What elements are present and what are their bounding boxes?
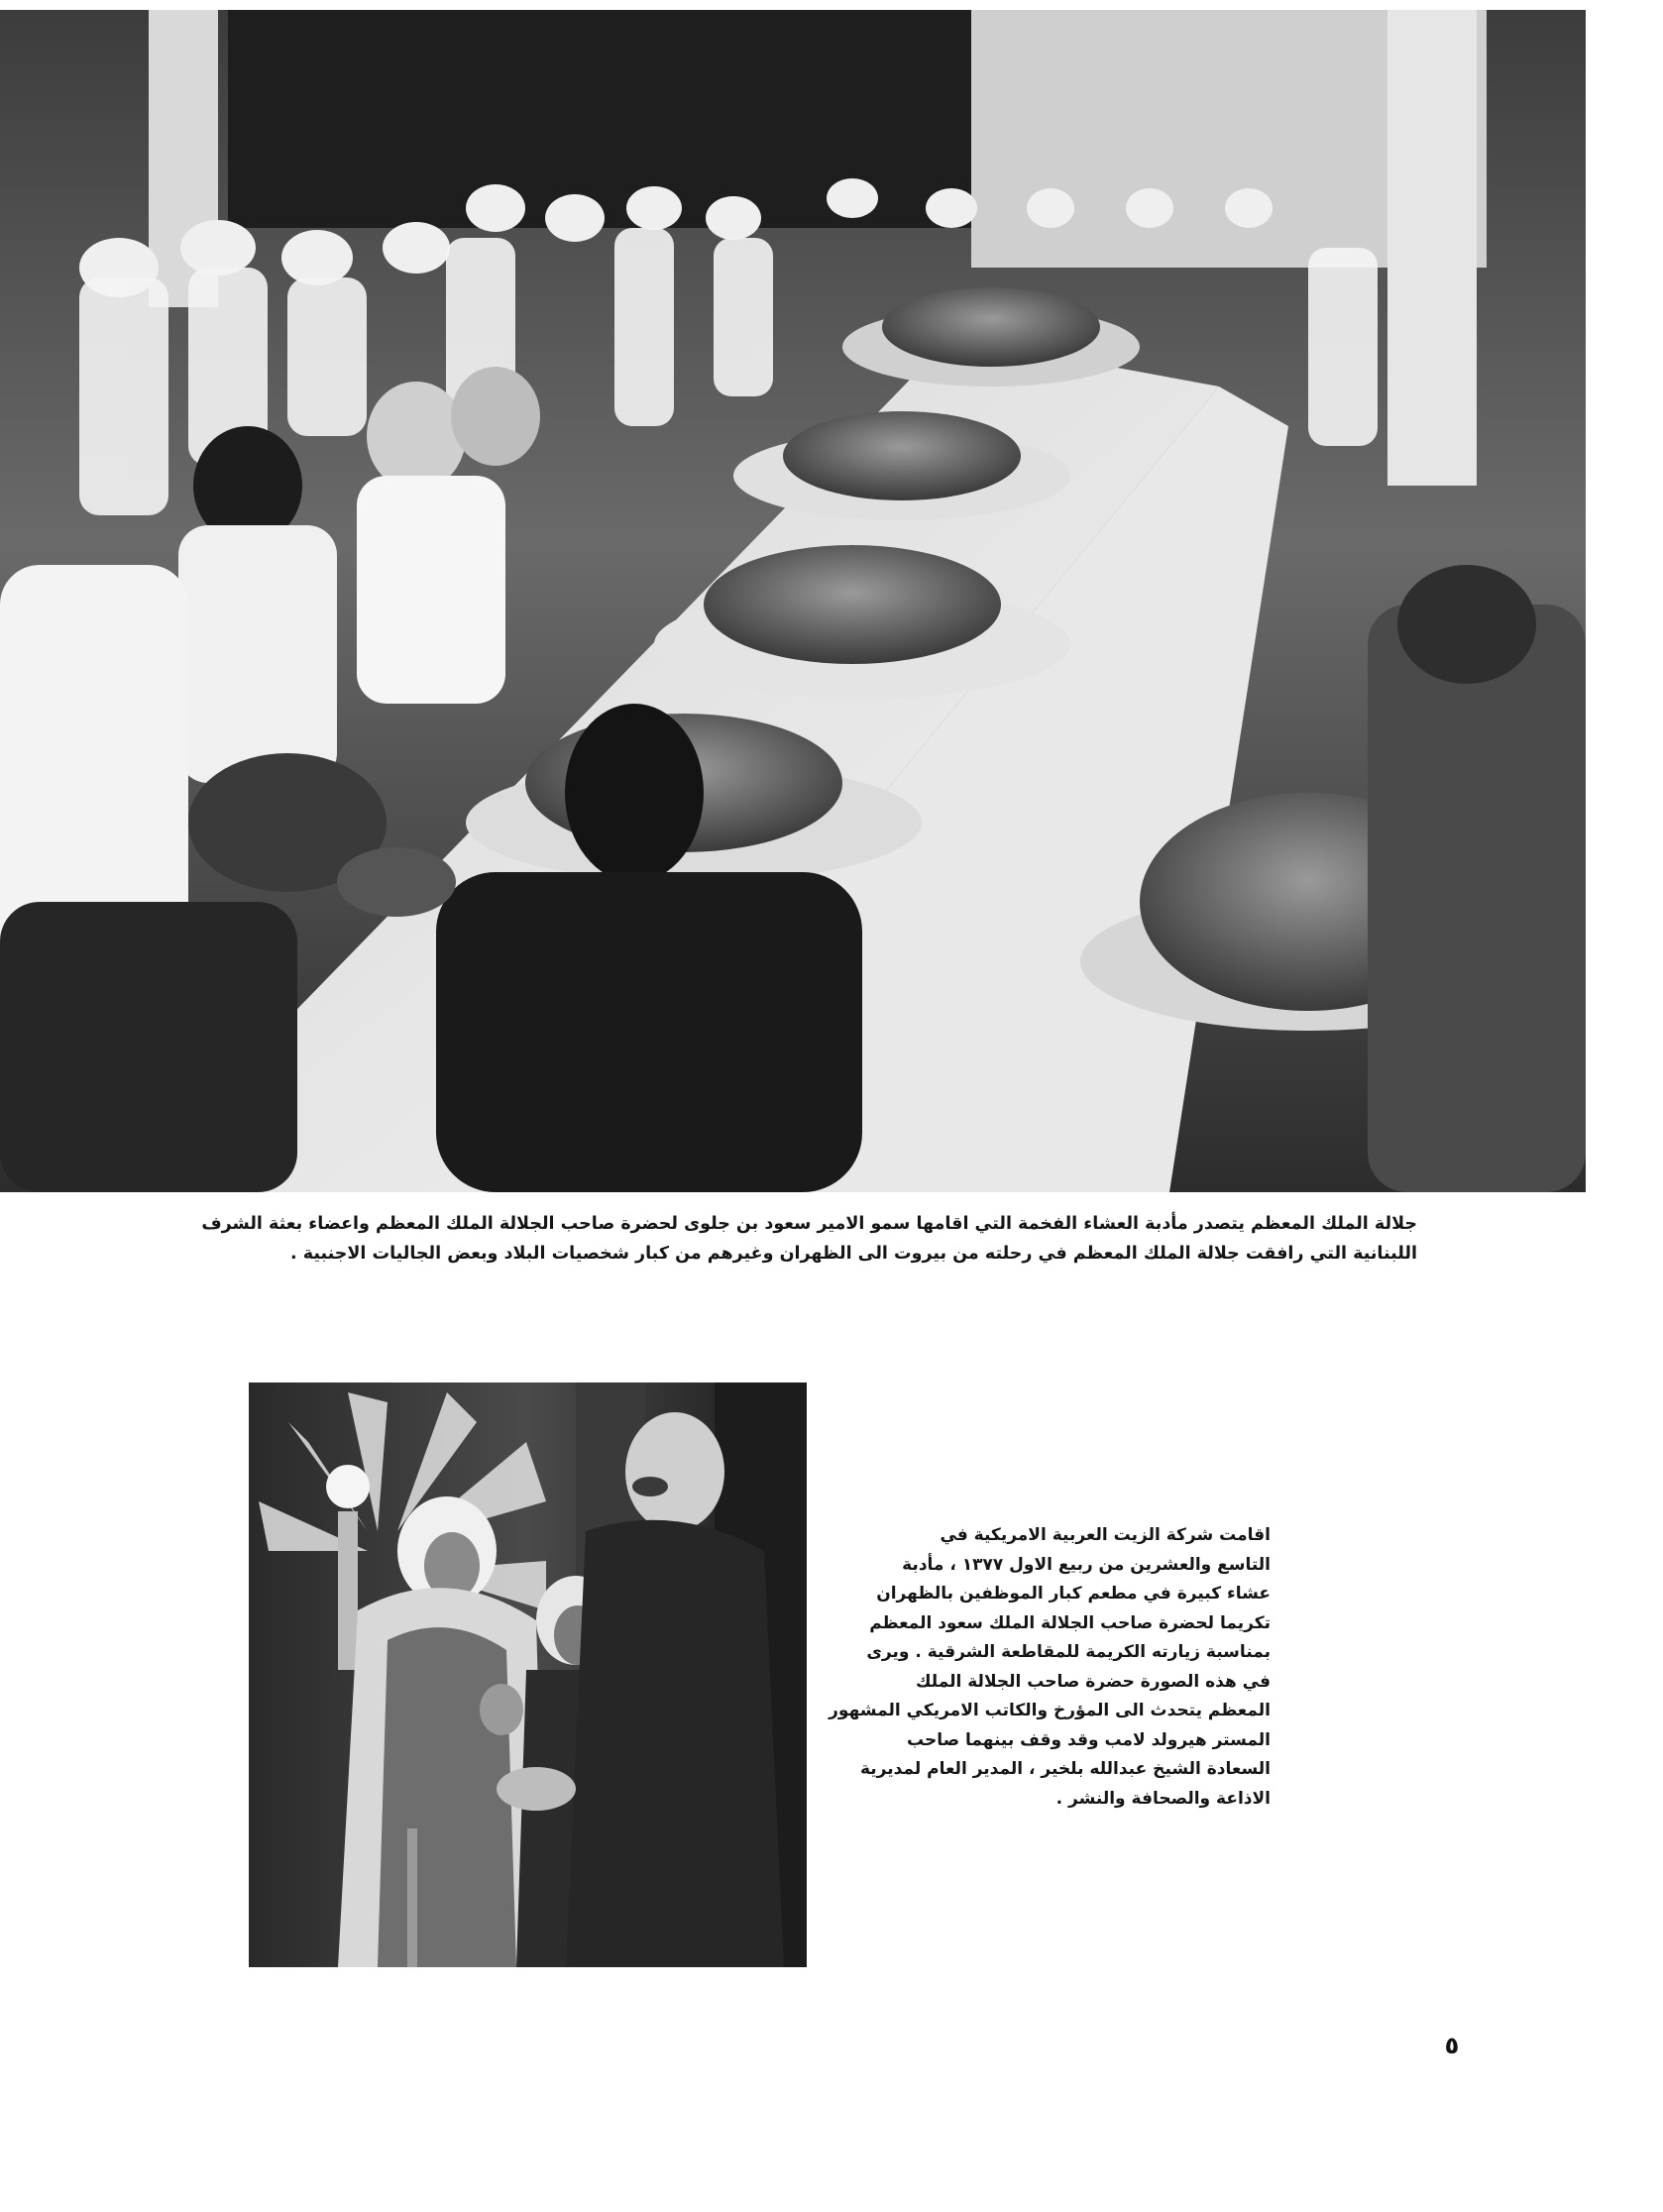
side-caption-line: تكريما لحضرة صاحب الجلالة الملك سعود المعظم: [869, 1612, 1271, 1633]
banquet-photo: [0, 10, 1586, 1192]
side-caption-line: الاذاعة والصحافة والنشر .: [1055, 1788, 1271, 1809]
side-caption-line: السعادة الشيخ عبدالله بلخير ، المدير العام لمديرية: [859, 1759, 1271, 1779]
main-caption-line: اللبنانية التي رافقت جلالة الملك المعظم في رحلته من بيروت الى الظهران وغيرهم من كبار شخصيات البلاد وبعض الجاليات الاجنبية .: [289, 1244, 1417, 1264]
side-photo-caption: [829, 1521, 1271, 1814]
side-caption-line: التاسع والعشرين من ربيع الاول ١٣٧٧ ، مأدبة: [902, 1554, 1271, 1575]
main-photo-caption: [168, 1209, 1417, 1269]
side-caption-line: بمناسبة زيارته الكريمة للمقاطعة الشرقية . ويرى: [866, 1642, 1271, 1662]
page-number: ٥: [1444, 2032, 1460, 2059]
side-caption-line: المعظم يتحدث الى المؤرخ والكاتب الامريكي المشهور: [829, 1701, 1271, 1720]
side-caption-line: عشاء كبيرة في مطعم كبار الموظفين بالظهران: [876, 1584, 1271, 1604]
main-caption-line: جلالة الملك المعظم يتصدر مأدبة العشاء الفخمة التي اقامها سمو الامير سعود بن جلوى لحضرة صاحب الجلالة الملك المعظم واعضاء بعثة الشرف: [201, 1214, 1417, 1234]
side-caption-line: اقامت شركة الزيت العربية الامريكية في: [940, 1525, 1271, 1545]
side-caption-line: في هذه الصورة حضرة صاحب الجلالة الملك: [915, 1671, 1271, 1692]
king-with-historian-photo: [249, 1382, 807, 1967]
side-caption-line: المستر هيرولد لامب وقد وقف بينهما صاحب: [907, 1729, 1271, 1750]
